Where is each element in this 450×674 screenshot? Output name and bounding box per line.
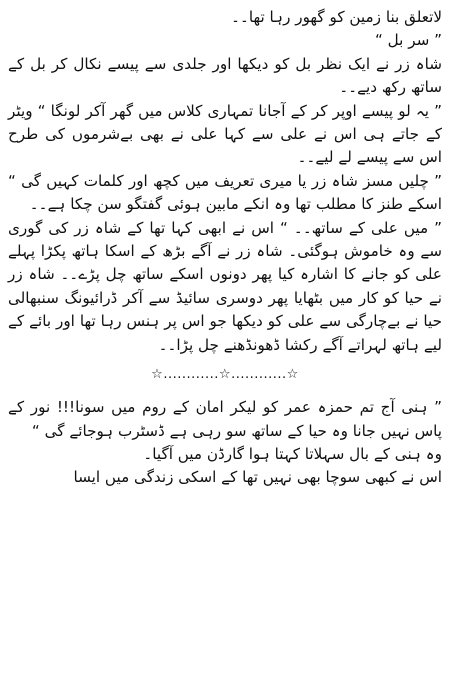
paragraph-4: ” یہ لو پیسے اوپر کر کے آجانا تمہاری کلاس میں گھر آکر لونگا “ ویٹر کے جاتے ہی اس نے علی سے کہا علی نے بھی بےشرموں کی طرح اس سے پیسے لے لیے۔۔: [8, 101, 442, 167]
paragraph-6: ” میں علی کے ساتھ۔۔ “ اس نے ابھی کہا تھا کے شاہ زر کی گوری سے وہ خاموش ہوگئی۔ شاہ زر نے آگے بڑھ کے اسکا ہاتھ پکڑا پہلے علی کو جانے کا اشارہ کیا پھر دونوں اسکے ساتھ چل پڑے۔۔ شاہ زر نے حیا کو کار میں بٹھایا پھر دوسری سائیڈ سے آکر ڈرائیونگ سنبھالی حیا نے بےچارگی سے علی کو دیکھا جو اس پر ہنس رہا تھا اور بائے کے لیے ہاتھ لہراتے آگے رکشا ڈھونڈھنے چل پڑا۔۔: [8, 218, 442, 354]
star-icon: ☆: [286, 367, 299, 383]
paragraph-3: شاہ زر نے ایک نظر بل کو دیکھا اور جلدی سے پیسے نکال کر بل کے ساتھ رکھ دیے۔۔: [8, 54, 442, 97]
scene-separator: [8, 367, 442, 382]
separator-dots-2: ............: [231, 367, 287, 383]
star-icon: ☆: [218, 367, 232, 383]
star-icon: ☆: [151, 367, 164, 383]
paragraph-9: اس نے کبھی سوچا بھی نہیں تھا کے اسکی زندگی میں ایسا: [73, 468, 442, 487]
paragraph-7: ” ہنی آج تم حمزہ عمر کو لیکر امان کے روم میں سونا!!! نور کے پاس نہیں جانا وہ حیا کے ساتھ سو رہی ہے ڈسٹرب ہوجائے گی “: [8, 398, 442, 440]
paragraph-2: ” سر بل “: [374, 31, 442, 50]
separator-dots-1: ............: [163, 367, 219, 383]
paragraph-8: وہ ہنی کے بال سہلاتا کہتا ہوا گارڈن میں آگیا۔: [143, 444, 442, 463]
paragraph-5: ” چلیں مسز شاہ زر یا میری تعریف میں کچھ اور کلمات کہیں گی “ اسکے طنز کا مطلب تھا وہ انکے مابین ہوئی گفتگو سن چکا ہے۔۔: [8, 171, 442, 214]
paragraph-1: لاتعلق بنا زمین کو گھور رہا تھا۔۔: [231, 8, 442, 26]
